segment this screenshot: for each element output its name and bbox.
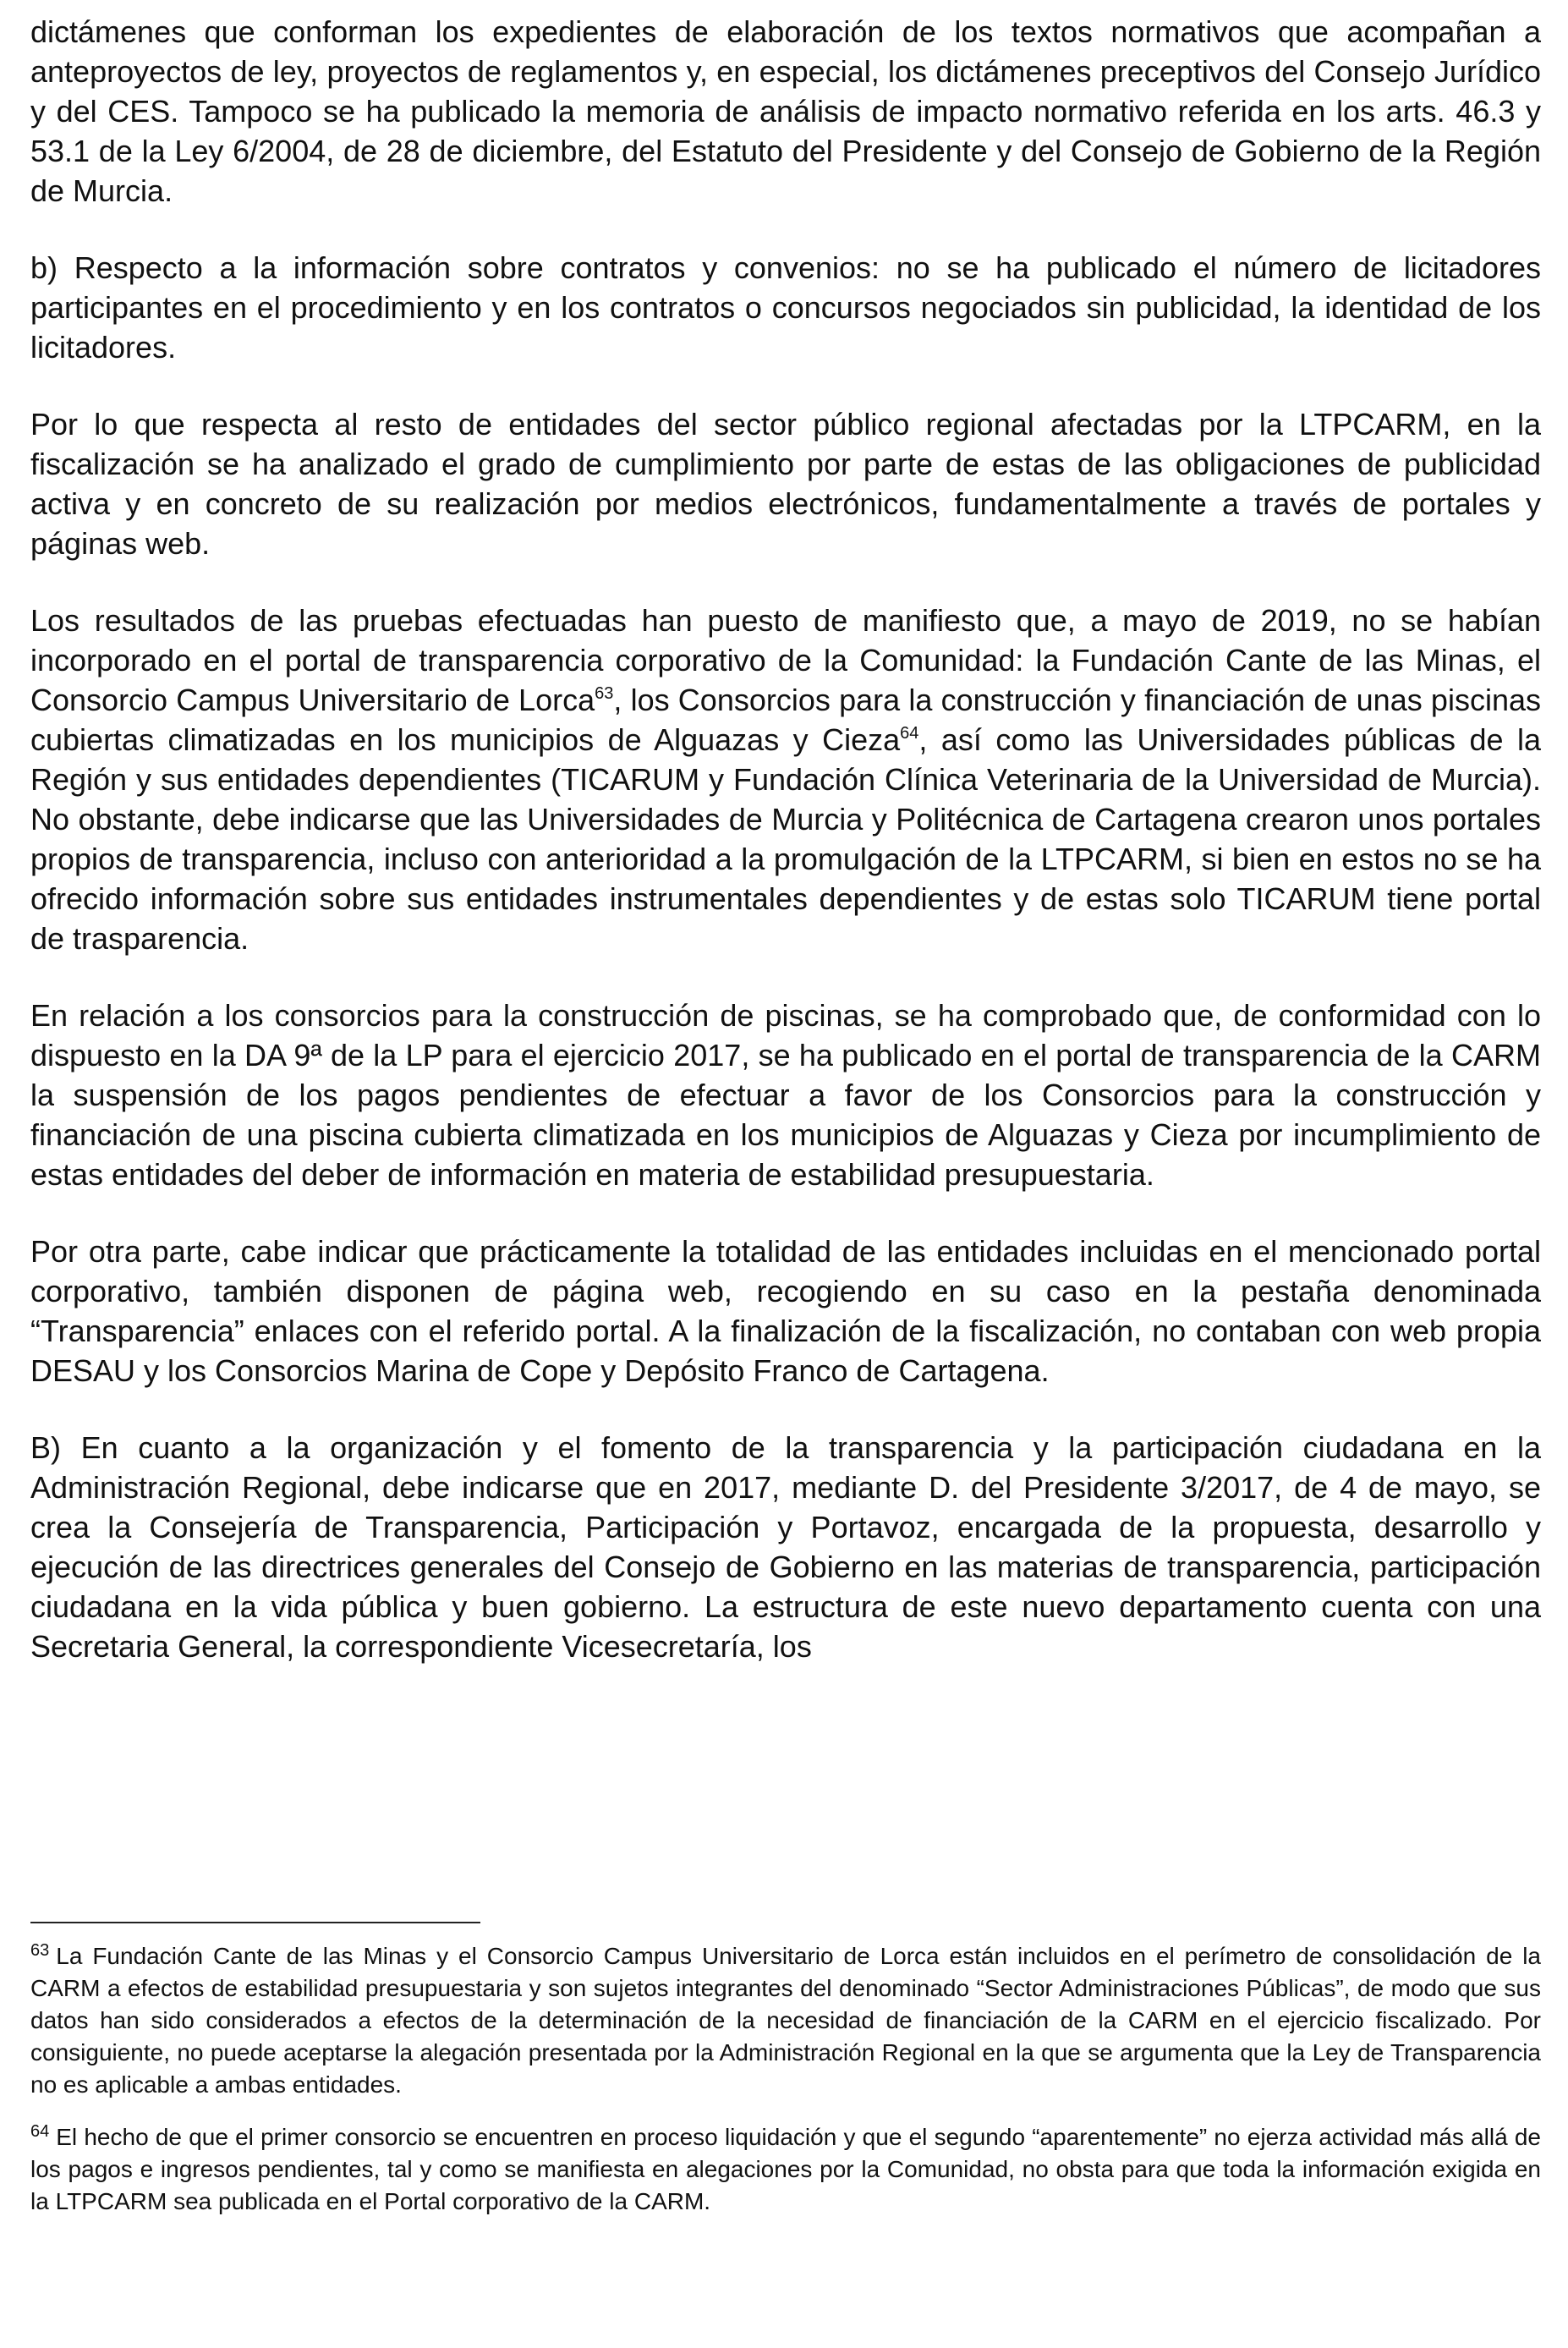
footnote-63 [30,1940,1541,2101]
footnote-number: 64 [30,2122,50,2141]
paragraph-dictamenes: dictámenes que conforman los expedientes de elaboración de los textos normativos que acompañan a anteproyectos de ley, proyectos de reglamentos y, en especial, los dictámenes preceptivos del Consejo Jurídico y del CES. Tampoco se ha publicado la memoria de análisis de impacto normativo referida en los arts. 46.3 y 53.1 de la Ley 6/2004, de 28 de diciembre, del Estatuto del Presidente y del Consejo de Gobierno de la Región de Murcia. [30,14,1541,208]
footnote-ref-63[interactable]: 63 [595,684,614,703]
paragraph-organizacion-fomento: B) En cuanto a la organización y el fomento de la transparencia y la participación ciudadana en la Administración Regional, debe indicarse que en 2017, mediante D. del Presidente 3/2017, de 4 de mayo, se crea la Consejería de Transparencia, Participación y Portavoz, encargada de la propuesta, desarrollo y ejecución de las directrices generales del Consejo de Gobierno en las materias de transparencia, participación ciudadana en la vida pública y buen gobierno. La estructura de este nuevo departamento cuenta con una Secretaria General, la correspondiente Vicesecretaría, los [30,1430,1541,1664]
footnote-text: El hecho de que el primer consorcio se encuentren en proceso liquidación y que el segundo “aparentemente” no ejerza actividad más allá de los pagos e ingresos pendientes, tal y como se manifiesta en alegaciones por la Comunidad, no obsta para que toda la información exigida en la LTPCARM sea publicada en el Portal corporativo de la CARM. [30,2124,1541,2214]
paragraph-consorcios-piscinas: En relación a los consorcios para la construcción de piscinas, se ha comprobado que, de conformidad con lo dispuesto en la DA 9ª de la LP para el ejercicio 2017, se ha publicado en el portal de transparencia de la CARM la suspensión de los pagos pendientes de efectuar a favor de los Consorcios para la construcción y financiación de una piscina cubierta climatizada en los municipios de Alguazas y Cieza por incumplimiento de estas entidades del deber de información en materia de estabilidad presupuestaria. [30,998,1541,1192]
paragraph-resto-entidades: Por lo que respecta al resto de entidades del sector público regional afectadas por la LTPCARM, en la fiscalización se ha analizado el grado de cumplimiento por parte de estas de las obligaciones de publicidad activa y en concreto de su realización por medios electrónicos, fundamentalmente a través de portales y páginas web. [30,407,1541,561]
footnote-64 [30,2121,1541,2218]
paragraph-text-segment: , los Consorcios para la construcción y financiación de unas piscinas cubiertas climatizadas en los municipios de Alguazas y Cieza [30,683,1541,757]
paragraph-contratos-convenios: b) Respecto a la información sobre contratos y convenios: no se ha publicado el número de licitadores participantes en el procedimiento y en los contratos o concursos negociados sin publicidad, la identidad de los licitadores. [30,250,1541,365]
paragraph-otra-parte: Por otra parte, cabe indicar que prácticamente la totalidad de las entidades incluidas en el mencionado portal corporativo, también disponen de página web, recogiendo en su caso en la pestaña denominada “Transparencia” enlaces con el referido portal. A la finalización de la fiscalización, no contaban con web propia DESAU y los Consorcios Marina de Cope y Depósito Franco de Cartagena. [30,1234,1541,1388]
footnote-text: La Fundación Cante de las Minas y el Consorcio Campus Universitario de Lorca están incluidos en el perímetro de consolidación de la CARM a efectos de estabilidad presupuestaria y son sujetos integrantes del denominado “Sector Administraciones Públicas”, de modo que sus datos han sido considerados a efectos de la determinación de la necesidad de financiación de la CARM en el ejercicio fiscalizado. Por consiguiente, no puede aceptarse la alegación presentada por la Administración Regional en la que se argumenta que la Ley de Transparencia no es aplicable a ambas entidades. [30,1943,1541,2098]
footnote-ref-64[interactable]: 64 [900,724,919,743]
paragraph-text-segment: Los resultados de las pruebas efectuadas han puesto de manifiesto que, a mayo de 2019, no se habían incorporado en el portal de transparencia corporativo de la Comunidad: la Fundación Cante de las Minas, el Consorcio Campus Universitario de Lorca [30,603,1541,717]
footnote-separator [30,1922,480,1923]
footnotes [30,1940,1541,2238]
footnote-number: 63 [30,1941,50,1960]
paragraph-text-segment: , así como las Universidades públicas de la Región y sus entidades dependientes (TICARUM y Fundación Clínica Veterinaria de la Universidad de Murcia). No obstante, debe indicarse que las Universidades de Murcia y Politécnica de Cartagena crearon unos portales propios de transparencia, incluso con anterioridad a la promulgación de la LTPCARM, si bien en estos no se ha ofrecido información sobre sus entidades instrumentales dependientes y de estas solo TICARUM tiene portal de trasparencia. [30,722,1541,956]
paragraph-resultados-pruebas [30,601,1541,958]
body-text [30,12,1541,1703]
